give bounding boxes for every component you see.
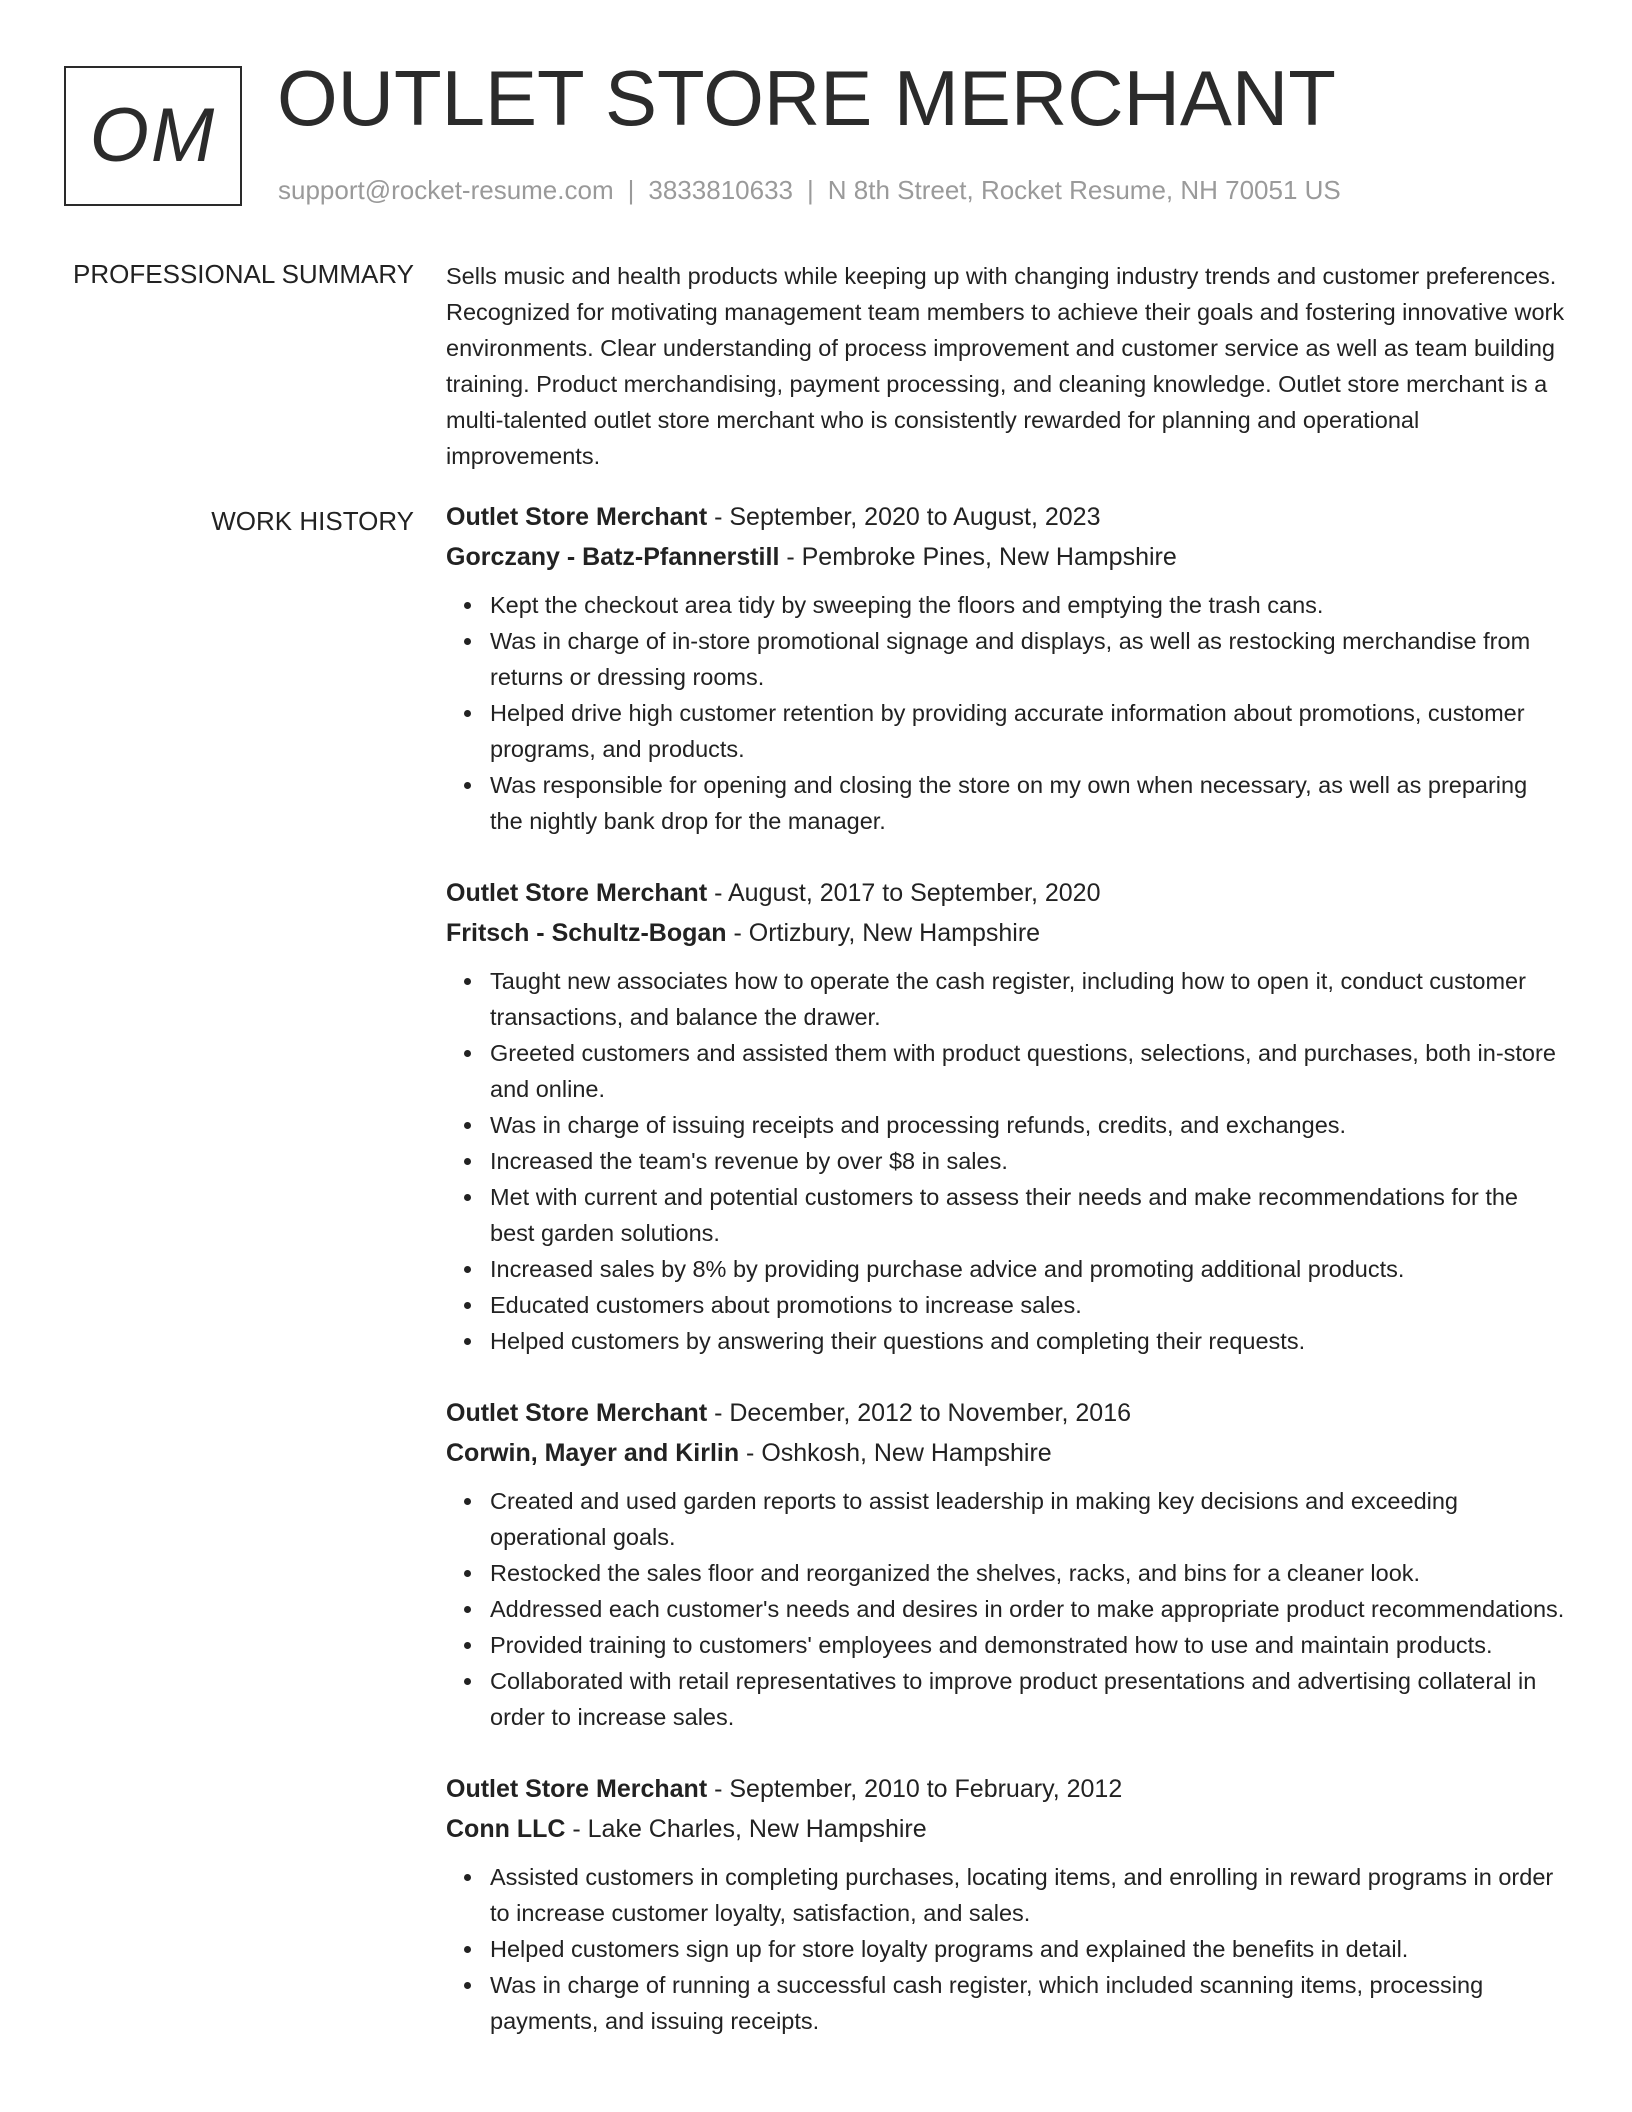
job-title-line <box>446 1393 1566 1433</box>
job-bullet-list <box>446 963 1566 1359</box>
job-company-line <box>446 1433 1566 1473</box>
list-item: Greeted customers and assisted them with product questions, selections, and purchases, both in-store and online. <box>446 1035 1566 1107</box>
work-history-body <box>446 497 1566 2073</box>
list-item: Helped customers by answering their questions and completing their requests. <box>446 1323 1566 1359</box>
job-title-line <box>446 873 1566 913</box>
list-item: Restocked the sales floor and reorganized the shelves, racks, and bins for a cleaner look. <box>446 1555 1566 1591</box>
job-entry <box>446 1393 1566 1735</box>
job-bullet-list <box>446 1859 1566 2039</box>
list-item: Taught new associates how to operate the cash register, including how to open it, conduct customer transactions, and balance the drawer. <box>446 963 1566 1035</box>
job-title: Outlet Store Merchant <box>446 503 708 531</box>
contact-address: N 8th Street, Rocket Resume, NH 70051 US <box>827 175 1341 205</box>
job-company-line <box>446 537 1566 577</box>
job-location: - Ortizbury, New Hampshire <box>726 919 1041 947</box>
job-title-line <box>446 1769 1566 1809</box>
job-location: - Pembroke Pines, New Hampshire <box>779 543 1177 571</box>
job-bullet-list <box>446 1483 1566 1735</box>
job-entry <box>446 873 1566 1359</box>
list-item: Was responsible for opening and closing the store on my own when necessary, as well as preparing the nightly bank drop for the manager. <box>446 767 1566 839</box>
list-item: Educated customers about promotions to increase sales. <box>446 1287 1566 1323</box>
job-entry <box>446 1769 1566 2039</box>
summary-body <box>446 258 1566 474</box>
list-item: Provided training to customers' employees and demonstrated how to use and maintain products. <box>446 1627 1566 1663</box>
job-title-line <box>446 497 1566 537</box>
job-dates: - September, 2020 to August, 2023 <box>707 503 1101 531</box>
contact-email: support@rocket-resume.com <box>278 175 614 205</box>
list-item: Was in charge of issuing receipts and processing refunds, credits, and exchanges. <box>446 1107 1566 1143</box>
job-company-line <box>446 913 1566 953</box>
list-item: Kept the checkout area tidy by sweeping the floors and emptying the trash cans. <box>446 587 1566 623</box>
job-company: Gorczany - Batz-Pfannerstill <box>446 543 780 571</box>
job-bullet-list <box>446 587 1566 839</box>
contact-phone: 3833810633 <box>648 175 793 205</box>
job-title: Outlet Store Merchant <box>446 1775 708 1803</box>
job-company: Corwin, Mayer and Kirlin <box>446 1439 740 1467</box>
list-item: Helped customers sign up for store loyalty programs and explained the benefits in detail. <box>446 1931 1566 1967</box>
job-dates: - December, 2012 to November, 2016 <box>707 1399 1132 1427</box>
list-item: Met with current and potential customers to assess their needs and make recommendations for the best garden solutions. <box>446 1179 1566 1251</box>
job-dates: - August, 2017 to September, 2020 <box>707 879 1101 907</box>
list-item: Increased sales by 8% by providing purchase advice and promoting additional products. <box>446 1251 1566 1287</box>
job-company: Conn LLC <box>446 1815 566 1843</box>
list-item: Created and used garden reports to assist leadership in making key decisions and exceeding operational goals. <box>446 1483 1566 1555</box>
list-item: Assisted customers in completing purchases, locating items, and enrolling in reward programs in order to increase customer loyalty, satisfaction, and sales. <box>446 1859 1566 1931</box>
job-dates: - September, 2010 to February, 2012 <box>707 1775 1123 1803</box>
job-company: Fritsch - Schultz-Bogan <box>446 919 727 947</box>
contact-line <box>278 175 1341 206</box>
contact-separator: | <box>807 175 814 205</box>
job-location: - Lake Charles, New Hampshire <box>565 1815 927 1843</box>
monogram-initials: OM <box>89 93 217 178</box>
list-item: Was in charge of running a successful cash register, which included scanning items, processing payments, and issuing receipts. <box>446 1967 1566 2039</box>
job-entry <box>446 497 1566 839</box>
list-item: Addressed each customer's needs and desires in order to make appropriate product recommendations. <box>446 1591 1566 1627</box>
section-label-summary: PROFESSIONAL SUMMARY <box>73 259 414 289</box>
list-item: Increased the team's revenue by over $8 in sales. <box>446 1143 1566 1179</box>
job-company-line <box>446 1809 1566 1849</box>
section-label-work-history: WORK HISTORY <box>211 506 414 536</box>
list-item: Collaborated with retail representatives to improve product presentations and advertising collateral in order to increase sales. <box>446 1663 1566 1735</box>
summary-text: Sells music and health products while keeping up with changing industry trends and customer preferences. Recognized for motivating management team members to achieve their goals and fostering innovative work environments. Clear understanding of process improvement and customer service as well as team building training. Product merchandising, payment processing, and cleaning knowledge. Outlet store merchant is a multi-talented outlet store merchant who is consistently rewarded for planning and operational improvements. <box>446 263 1565 469</box>
list-item: Helped drive high customer retention by providing accurate information about promotions, customer programs, and products. <box>446 695 1566 767</box>
list-item: Was in charge of in-store promotional signage and displays, as well as restocking merchandise from returns or dressing rooms. <box>446 623 1566 695</box>
job-location: - Oshkosh, New Hampshire <box>739 1439 1052 1467</box>
monogram-badge <box>64 66 242 206</box>
resume-name: OUTLET STORE MERCHANT <box>277 54 1336 142</box>
contact-separator: | <box>627 175 635 205</box>
job-title: Outlet Store Merchant <box>446 879 708 907</box>
job-title: Outlet Store Merchant <box>446 1399 708 1427</box>
